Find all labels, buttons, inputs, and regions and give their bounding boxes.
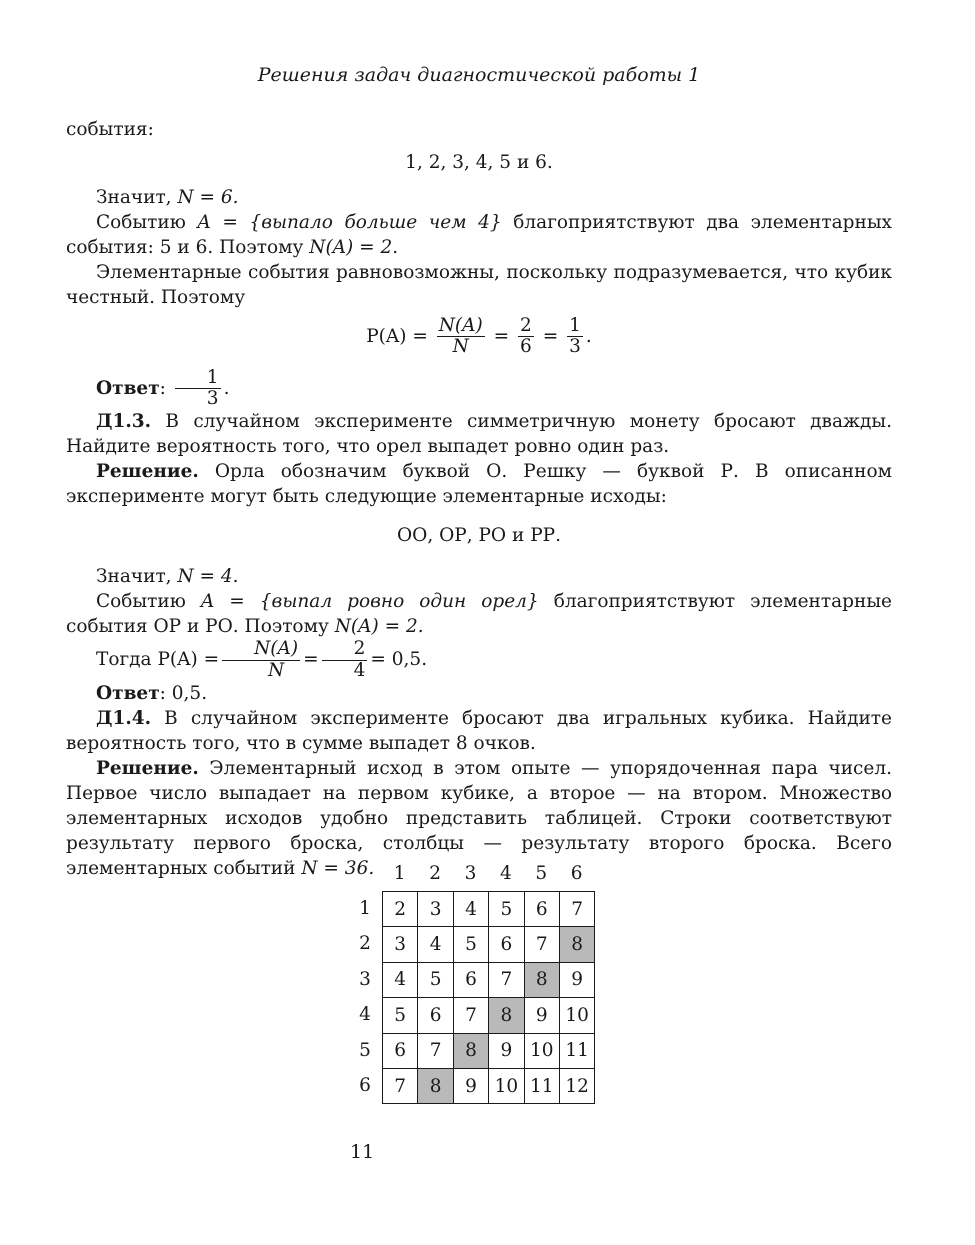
row-header: 2 xyxy=(359,933,371,955)
row-headers xyxy=(348,891,382,1104)
highlighted-cell: 8 xyxy=(489,998,524,1033)
column-headers xyxy=(382,856,595,891)
event-a-statement: Событию A = {выпало больше чем 4} благоприятствуют два элементарных события: 5 и 6. Поэтому N(A) = 2. xyxy=(66,212,892,258)
sum-grid xyxy=(382,891,595,1104)
highlighted-cell: 8 xyxy=(418,1068,453,1103)
table-row xyxy=(383,1033,595,1068)
table-cell: 3 xyxy=(418,892,453,927)
equiprobable-statement: Элементарные события равновозможны, поскольку подразумевается, что кубик честный. Поэтому xyxy=(66,262,892,308)
table-cell: 7 xyxy=(559,892,594,927)
table-row xyxy=(383,962,595,997)
table-cell: 4 xyxy=(418,927,453,962)
n-statement: Значит, N = 6. xyxy=(96,187,239,208)
table-cell: 9 xyxy=(559,962,594,997)
table-cell: 7 xyxy=(383,1068,418,1103)
fraction: $\frac{1}{3}$ xyxy=(175,368,221,410)
table-cell: 7 xyxy=(418,1033,453,1068)
running-title: Решения задач диагностической работы 1 xyxy=(257,64,701,86)
table-cell: 4 xyxy=(383,962,418,997)
table-cell: 7 xyxy=(453,998,488,1033)
table-row xyxy=(383,927,595,962)
highlighted-cell: 8 xyxy=(524,962,559,997)
paragraph-events: события: xyxy=(66,119,154,140)
table-cell: 5 xyxy=(418,962,453,997)
n-statement: Значит, N = 4. xyxy=(96,566,239,588)
fraction: $\frac{N(A)}{N}$ xyxy=(438,315,483,358)
row-header: 1 xyxy=(359,898,371,919)
table-cell: 10 xyxy=(489,1068,524,1103)
page-number: 11 xyxy=(350,1141,375,1163)
table-cell: 6 xyxy=(453,962,488,997)
table-cell: 9 xyxy=(489,1033,524,1068)
table-cell: 9 xyxy=(453,1068,488,1103)
coin-outcomes: ОО, ОР, РО и РР. xyxy=(397,525,561,547)
table-cell: 9 xyxy=(524,998,559,1033)
table-cell: 11 xyxy=(559,1033,594,1068)
row-header: 6 xyxy=(359,1074,371,1096)
sum-table xyxy=(348,856,595,1104)
table-cell: 5 xyxy=(383,998,418,1033)
table-row xyxy=(383,892,595,927)
table-cell: 7 xyxy=(489,962,524,997)
solution-d14: Решение. Элементарный исход в этом опыте — упорядоченная пара чисел. Первое число выпадает на первом кубике, а второе — на втором. Множество элементарных исходов удобно представить таблицей. Строки соответствуют результату первого броска, столбцы — результату второго броска. Всего элементарных событий N = 36. xyxy=(66,758,892,880)
problem-d14: Д1.4. В случайном эксперименте бросают два игральных кубика. Найдите вероятность того, что в сумме выпадет 8 очков. xyxy=(66,708,892,755)
event-a-statement: Событию A = {выпал ровно один орел} благоприятствуют элементарные события ОР и РО. Поэтому N(A) = 2. xyxy=(66,591,892,638)
table-cell: 5 xyxy=(453,927,488,962)
table-row xyxy=(383,1068,595,1103)
main-text xyxy=(66,117,892,881)
highlighted-cell: 8 xyxy=(559,927,594,962)
table-cell: 7 xyxy=(524,927,559,962)
column-header: 6 xyxy=(570,863,583,884)
column-header: 5 xyxy=(535,863,548,884)
table-cell: 4 xyxy=(453,892,488,927)
problem-d13: Д1.3. В случайном эксперименте симметричную монету бросают дважды. Найдите вероятность того, что орел выпадет ровно один раз. xyxy=(66,411,892,458)
fraction: $\frac{2}{6}$ xyxy=(520,315,532,358)
column-header: 4 xyxy=(499,863,512,884)
highlighted-cell: 8 xyxy=(453,1033,488,1068)
row-header: 4 xyxy=(359,1004,371,1026)
fraction: $\frac{1}{3}$ xyxy=(569,315,581,358)
answer-line: Ответ: $\frac{1}{3}$ . xyxy=(96,366,230,410)
dice-outcomes: 1, 2, 3, 4, 5 и 6. xyxy=(405,152,553,173)
probability-formula: P(A) = $\frac{N(A)}{N}$ = $\frac{2}{6}$ = $\frac{1}{3}$ . xyxy=(366,315,592,358)
table-cell: 6 xyxy=(489,927,524,962)
table-cell: 11 xyxy=(524,1068,559,1103)
table-cell: 2 xyxy=(383,892,418,927)
table-cell: 12 xyxy=(559,1068,594,1103)
probability-formula: Тогда P(A) = $\frac{N(A)}{N}$ = $\frac{2}{4}$ = 0,5. xyxy=(96,638,428,681)
column-header: 1 xyxy=(393,863,406,884)
table-cell: 6 xyxy=(524,892,559,927)
table-cell: 5 xyxy=(489,892,524,927)
column-header: 3 xyxy=(464,863,477,884)
table-cell: 6 xyxy=(383,1033,418,1068)
row-header: 5 xyxy=(359,1039,371,1061)
fraction: $\frac{2}{4}$ xyxy=(322,639,368,681)
solution-d13: Решение. Орла обозначим буквой О. Решку — буквой Р. В описанном эксперименте могут быть следующие элементарные исходы: xyxy=(66,461,892,508)
row-header: 3 xyxy=(359,968,371,990)
table-cell: 3 xyxy=(383,927,418,962)
table-cell: 6 xyxy=(418,998,453,1033)
column-header: 2 xyxy=(429,863,441,884)
answer-line: Ответ: 0,5. xyxy=(96,683,208,705)
table-cell: 10 xyxy=(559,998,594,1033)
table-row xyxy=(383,998,595,1033)
fraction: $\frac{N(A)}{N}$ xyxy=(222,639,300,681)
table-cell: 10 xyxy=(524,1033,559,1068)
